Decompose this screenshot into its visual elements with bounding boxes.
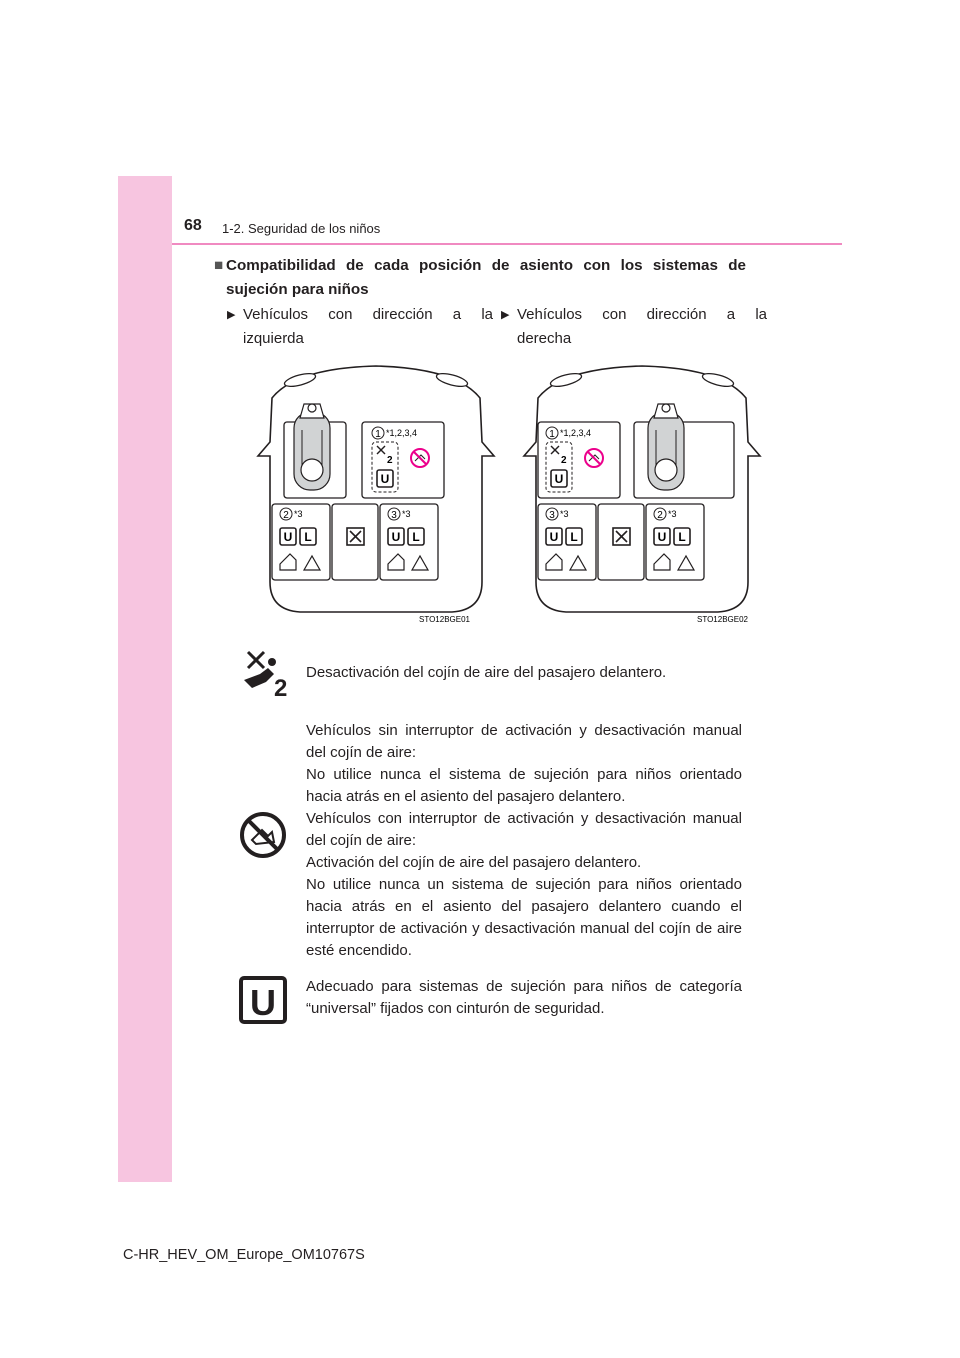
header-rule bbox=[172, 243, 842, 245]
legend-paragraph: Activación del cojín de aire del pasajero delantero. bbox=[306, 854, 642, 871]
front-passenger-seat bbox=[362, 422, 444, 498]
figure-code: STO12BGE02 bbox=[697, 615, 748, 624]
section-title: Compatibilidad de cada posición de asiento con los sistemas de sujeción para niños bbox=[226, 257, 746, 298]
seat-number: 3 bbox=[549, 510, 555, 521]
lateral-l-icon: L bbox=[412, 530, 420, 544]
page-number: 68 bbox=[184, 217, 202, 234]
subsection-label-line2: izquierda bbox=[243, 330, 304, 347]
rear-seat-left bbox=[538, 504, 596, 580]
rear-seat-center bbox=[332, 504, 378, 580]
triangle-bullet-icon: ▶ bbox=[227, 309, 236, 321]
universal-u-icon: U bbox=[657, 530, 667, 544]
running-head: 1-2. Seguridad de los niños bbox=[222, 221, 381, 236]
lateral-l-icon: L bbox=[678, 530, 686, 544]
universal-u-icon: U bbox=[554, 472, 564, 486]
front-passenger-seat bbox=[538, 422, 620, 498]
rear-seat-right bbox=[380, 504, 438, 580]
seat-number: 2 bbox=[657, 510, 663, 521]
seat-footnote: *1,2,3,4 bbox=[386, 428, 418, 438]
legend-paragraph: No utilice nunca un sistema de sujeción para niños orientado hacia atrás en el asiento del pasajero delantero cuando el interruptor de activación y desactivación manual del cojín de aire esté encendido. bbox=[306, 876, 742, 959]
no-rear-facing-icon bbox=[585, 449, 603, 467]
universal-u-icon: U bbox=[283, 530, 293, 544]
legend-paragraph: Vehículos con interruptor de activación y desactivación manual del cojín de aire: bbox=[306, 810, 742, 849]
svg-text:2: 2 bbox=[387, 455, 393, 466]
legend-text-universal bbox=[306, 976, 742, 1020]
subsection-label-line1: Vehículos con dirección a la bbox=[243, 306, 493, 323]
subsection-left-hand-drive bbox=[227, 303, 493, 351]
seat-number: 1 bbox=[549, 429, 555, 440]
triangle-bullet-icon: ▶ bbox=[501, 309, 510, 321]
lateral-l-icon: L bbox=[570, 530, 578, 544]
footer-doc-code: C-HR_HEV_OM_Europe_OM10767S bbox=[123, 1247, 365, 1263]
legend-text-no-rear-facing bbox=[306, 720, 742, 962]
legend-paragraph: Vehículos sin interruptor de activación y desactivación manual del cojín de aire: bbox=[306, 722, 742, 761]
universal-u-icon bbox=[238, 975, 288, 1025]
side-tab bbox=[118, 176, 172, 1182]
lateral-l-icon: L bbox=[304, 530, 312, 544]
seat-number: 1 bbox=[375, 429, 381, 440]
square-bullet-icon: ■ bbox=[214, 257, 224, 274]
seat-diagram-right-hand-drive bbox=[522, 360, 762, 630]
rear-seat-left bbox=[272, 504, 330, 580]
seat-footnote: *3 bbox=[294, 509, 303, 519]
rear-seat-center bbox=[598, 504, 644, 580]
legend-text-airbag-deactivation bbox=[306, 662, 742, 684]
subsection-label-line1: Vehículos con dirección a la bbox=[517, 306, 767, 323]
figure-code: STO12BGE01 bbox=[419, 615, 470, 624]
section-heading bbox=[214, 254, 746, 302]
universal-u-icon: U bbox=[549, 530, 559, 544]
universal-u-icon: U bbox=[391, 530, 401, 544]
subsection-right-hand-drive bbox=[501, 303, 767, 351]
seat-diagram-left-hand-drive bbox=[256, 360, 496, 630]
subsection-label-line2: derecha bbox=[517, 330, 572, 347]
svg-text:2: 2 bbox=[561, 455, 567, 466]
legend-paragraph: No utilice nunca el sistema de sujeción para niños orientado hacia atrás en el asiento del pasajero delantero. bbox=[306, 766, 742, 805]
legend-paragraph: Desactivación del cojín de aire del pasajero delantero. bbox=[306, 664, 667, 681]
svg-text:2: 2 bbox=[274, 675, 288, 700]
legend-paragraph: Adecuado para sistemas de sujeción para niños de categoría “universal” fijados con cinturón de seguridad. bbox=[306, 978, 742, 1017]
seat-footnote: *1,2,3,4 bbox=[560, 428, 592, 438]
seat-footnote: *3 bbox=[668, 509, 677, 519]
airbag-deactivation-icon bbox=[238, 648, 294, 700]
rear-seat-right bbox=[646, 504, 704, 580]
universal-u-icon: U bbox=[380, 472, 390, 486]
no-rear-facing-icon bbox=[411, 449, 429, 467]
no-rear-facing-icon bbox=[238, 810, 288, 860]
seat-number: 3 bbox=[391, 510, 397, 521]
seat-number: 2 bbox=[283, 510, 289, 521]
seat-footnote: *3 bbox=[560, 509, 569, 519]
svg-text:U: U bbox=[250, 982, 276, 1023]
seat-footnote: *3 bbox=[402, 509, 411, 519]
